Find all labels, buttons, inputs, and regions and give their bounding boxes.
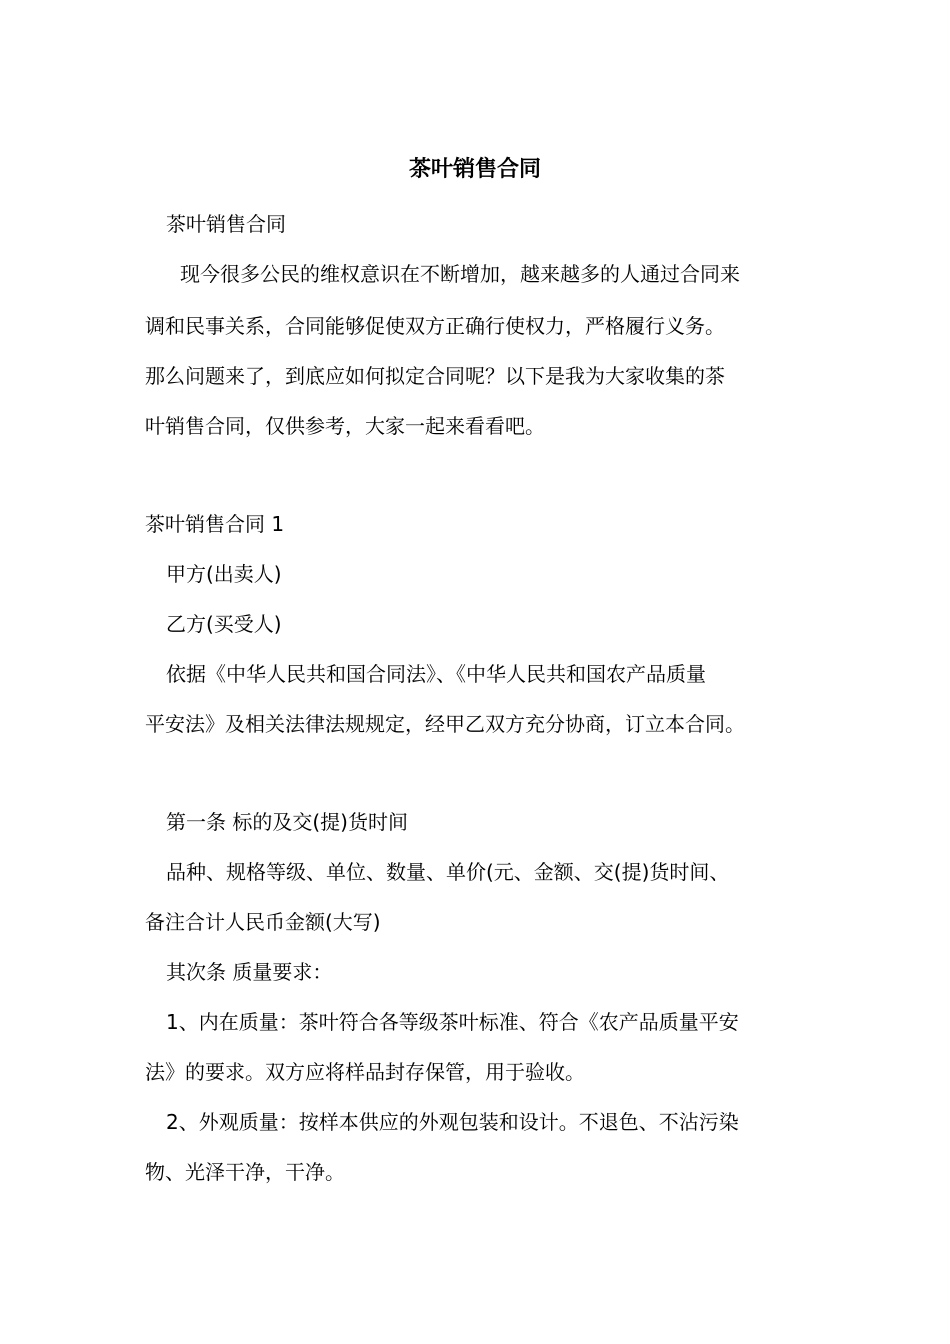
party-a-line: 甲方(出卖人) <box>166 562 282 586</box>
document-title: 茶叶销售合同 <box>408 157 541 182</box>
article-1-heading: 第一条 标的及交(提)货时间 <box>166 810 408 834</box>
quality-item-1-line-1: 1、内在质量：茶叶符合各等级茶叶标准、符合《农产品质量平安 <box>166 1010 739 1034</box>
subtitle-line: 茶叶销售合同 <box>166 212 286 236</box>
quality-item-1-line-2: 法》的要求。双方应将样品封存保管，用于验收。 <box>145 1060 585 1084</box>
intro-line-2: 调和民事关系，合同能够促使双方正确行使权力，严格履行义务。 <box>145 314 725 338</box>
intro-line-1: 现今很多公民的维权意识在不断增加，越来越多的人通过合同来 <box>180 262 740 286</box>
intro-line-3: 那么问题来了，到底应如何拟定合同呢？以下是我为大家收集的茶 <box>145 364 725 388</box>
party-b-line: 乙方(买受人) <box>166 612 282 636</box>
quality-item-2-line-1: 2、外观质量：按样本供应的外观包装和设计。不退色、不沾污染 <box>166 1110 739 1134</box>
intro-line-4: 叶销售合同，仅供参考，大家一起来看看吧。 <box>145 414 545 438</box>
basis-line-2: 平安法》及相关法律法规规定，经甲乙双方充分协商，订立本合同。 <box>145 712 745 736</box>
quality-item-2-line-2: 物、光泽干净，干净。 <box>145 1160 345 1184</box>
article-1-line-2: 备注合计人民币金额(大写) <box>145 910 381 934</box>
article-2-heading: 其次条 质量要求： <box>166 960 333 984</box>
article-1-line-1: 品种、规格等级、单位、数量、单价(元、金额、交(提)货时间、 <box>166 860 730 884</box>
section-heading: 茶叶销售合同 1 <box>145 512 285 536</box>
basis-line-1: 依据《中华人民共和国合同法》、《中华人民共和国农产品质量 <box>166 662 706 686</box>
